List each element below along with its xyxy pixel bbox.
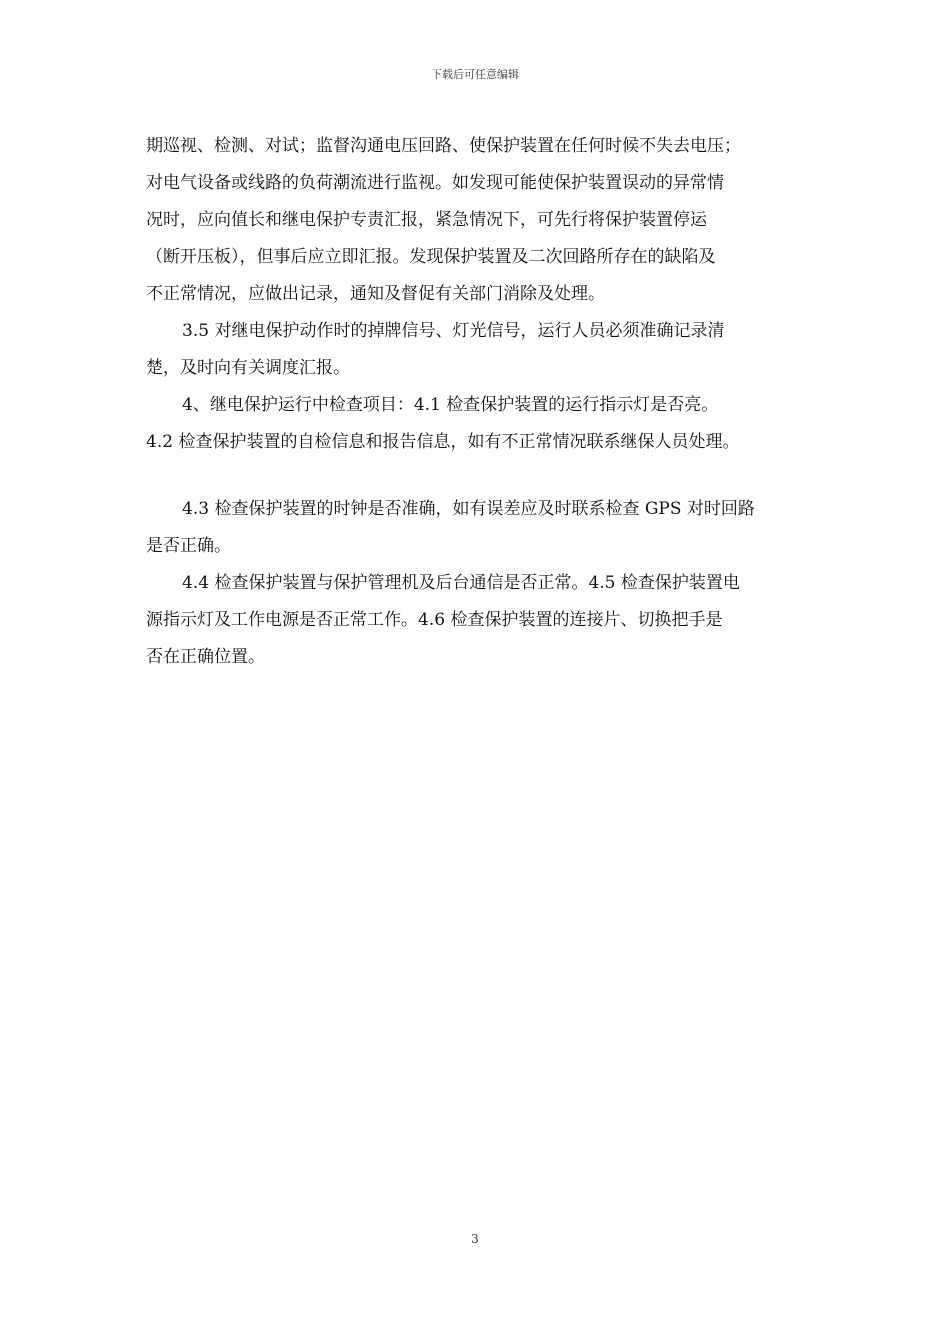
document-body (146, 128, 826, 676)
body-line: 期巡视、检测、对试；监督沟通电压回路、使保护装置在任何时候不失去电压； (146, 136, 741, 156)
body-line: 3.5 对继电保护动作时的掉牌信号、灯光信号，运行人员必须准确记录清 (182, 321, 725, 341)
body-line: （断开压板），但事后应立即汇报。发现保护装置及二次回路所存在的缺陷及 (146, 247, 716, 267)
body-line: 是否正确。 (146, 536, 231, 556)
body-line: 对电气设备或线路的负荷潮流进行监视。如发现可能使保护装置误动的异常情 (146, 173, 724, 193)
body-line: 4.3 检查保护装置的时钟是否准确，如有误差应及时联系检查 GPS 对时回路 (182, 499, 755, 519)
body-line: 4.2 检查保护装置的自检信息和报告信息，如有不正常情况联系继保人员处理。 (146, 432, 740, 452)
page-header: 下载后可任意编辑 (431, 68, 519, 81)
paragraph-gap (146, 461, 826, 491)
body-line: 源指示灯及工作电源是否正常工作。4.6 检查保护装置的连接片、切换把手是 (146, 610, 723, 630)
body-line: 否在正确位置。 (146, 647, 265, 667)
body-line: 楚，及时向有关调度汇报。 (146, 358, 350, 378)
page-number: 3 (471, 1232, 479, 1246)
body-line: 不正常情况，应做出记录，通知及督促有关部门消除及处理。 (146, 284, 605, 304)
body-line: 4.4 检查保护装置与保护管理机及后台通信是否正常。4.5 检查保护装置电 (182, 573, 740, 593)
body-line: 4、继电保护运行中检查项目：4.1 检查保护装置的运行指示灯是否亮。 (182, 395, 719, 415)
body-line: 况时，应向值长和继电保护专责汇报，紧急情况下，可先行将保护装置停运 (146, 210, 707, 230)
